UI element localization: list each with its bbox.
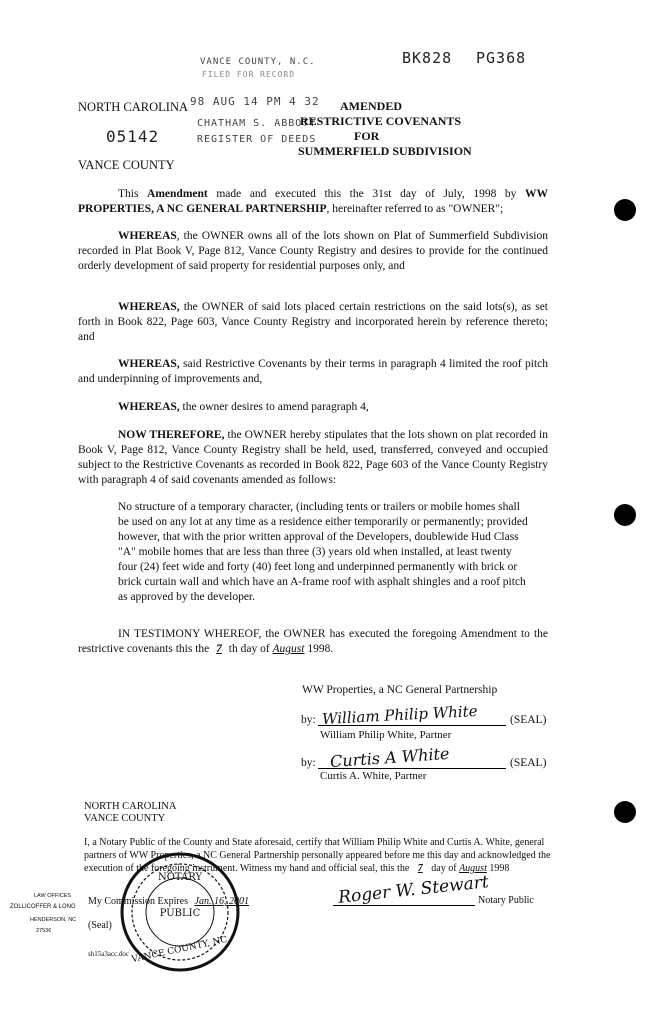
amended-covenant-paragraph	[118, 500, 528, 605]
whereas-4-keyword: WHEREAS,	[118, 401, 180, 413]
title-line4: SUMMERFIELD SUBDIVISION	[298, 144, 472, 158]
notary-public-label: Notary Public	[478, 895, 534, 906]
testimony-text-b: th day of	[225, 643, 273, 655]
notary-seal-graphic	[118, 850, 242, 974]
whereas-paragraph-3	[78, 357, 548, 387]
header-state: NORTH CAROLINA	[78, 100, 189, 114]
amended-covenant-text: No structure of a temporary character, (including tents or trailers or mobile homes shall be used on any lot at any time as a residence either temporarily or permanently; provided however, that with the prior written approval of the Developers, doublewide Hud Class "A" mobile homes that are less than three (3) years old when installed, at least twenty four (24) feet wide and forty (40) feet long and underpinned permanently with brick or brick curtain wall and which have an A-frame roof with asphalt shingles and a roof pitch as approved by the developer.	[118, 501, 528, 603]
whereas-1-keyword: WHEREAS	[118, 230, 177, 242]
seal-text-bottom: VANCE COUNTY, NC	[130, 935, 229, 966]
law-office-line3: HENDERSON, NC	[30, 917, 77, 923]
signer-2-seal: (SEAL)	[510, 757, 547, 769]
whereas-2-keyword: WHEREAS,	[118, 301, 180, 313]
register-name: CHATHAM S. ABBOTT	[197, 118, 317, 129]
register-title: REGISTER OF DEEDS	[197, 134, 317, 145]
notary-day-suffix: day	[431, 863, 446, 874]
filed-datetime: 98 AUG 14 PM 4 32	[190, 95, 320, 108]
law-office-line4: 27536	[36, 928, 52, 934]
commission-date: Jan. 16, 2001	[194, 896, 249, 907]
seal-text-top: NOTARY	[157, 872, 203, 883]
signer-1-name: William Philip White, Partner	[320, 729, 452, 741]
notary-month: August	[459, 863, 487, 874]
file-reference: sh15a3acc.doc	[88, 950, 130, 958]
header-county: VANCE COUNTY	[78, 158, 175, 172]
now-therefore-keyword: NOW THEREFORE,	[118, 429, 225, 441]
law-office-line2: ZOLLICOFFER & LONG	[10, 904, 76, 910]
county-stamp-line2: FILED FOR RECORD	[202, 70, 296, 79]
whereas-paragraph-2	[78, 300, 548, 345]
intro-owner-name: WW PROPERTIES, A NC GENERAL PARTNERSHIP	[78, 188, 549, 215]
intro-amendment: Amendment	[147, 188, 208, 200]
intro-paragraph	[78, 187, 548, 217]
whereas-paragraph-1	[78, 229, 548, 274]
now-therefore-text: the OWNER hereby stipulates that the lots shown on plat recorded in Book V, Page 812, Vance County Registry shall be held, used, transferred, conveyed and occupied subject to the Restrictive Covenants as recorded in Book 822, Page 603 of the Vance County Registry with paragraph 4 of said covenants amended as follows:	[78, 429, 548, 486]
title-line2: RESTRICTIVE COVENANTS	[300, 114, 462, 128]
testimony-day: 7	[216, 643, 222, 655]
notary-day: 7	[417, 863, 423, 874]
title-line3: FOR	[354, 129, 380, 143]
testimony-text-c: 1998.	[304, 643, 334, 655]
punch-hole-middle	[614, 504, 636, 526]
whereas-4-text: the owner desires to amend paragraph 4,	[179, 401, 369, 413]
intro-text-a: This	[118, 188, 148, 200]
signer-1-seal: (SEAL)	[510, 714, 547, 726]
whereas-3-text: said Restrictive Covenants by their terms in paragraph 4 limited the roof pitch and underpinning of improvements and,	[78, 358, 548, 385]
whereas-3-keyword: WHEREAS,	[118, 358, 180, 370]
now-therefore-paragraph	[78, 428, 548, 488]
notary-seal	[118, 850, 242, 974]
testimony-text-a: IN TESTIMONY WHEREOF, the OWNER has executed the foregoing Amendment to the restrictive covenants this the	[78, 628, 548, 655]
commission-label: My Commission Expires	[88, 896, 189, 907]
punch-hole-bottom	[614, 801, 636, 823]
notary-seal-label: (Seal)	[88, 920, 112, 931]
book-number: BK828	[402, 49, 453, 67]
notary-state: NORTH CAROLINA	[84, 801, 177, 812]
seal-text-middle: PUBLIC	[159, 908, 201, 919]
signer-2-name: Curtis A. White, Partner	[320, 770, 427, 782]
notary-of: of	[448, 863, 457, 874]
intro-text-c: made and executed this the 31st day of July, 1998 by	[207, 188, 526, 200]
law-office-line1: LAW OFFICES	[34, 893, 72, 899]
signer-1-by-label: by:	[301, 714, 316, 726]
signer-1-signature: William Philip White	[321, 701, 478, 729]
signer-2-signature: Curtis A White	[329, 743, 450, 772]
signer-2-by-label: by:	[301, 757, 316, 769]
testimony-month: August	[272, 643, 305, 655]
intro-text-e: , hereinafter referred to as "OWNER";	[326, 203, 504, 215]
whereas-paragraph-4	[78, 400, 548, 415]
whereas-2-text: the OWNER of said lots placed certain restrictions on the said lots(s), as set forth in Book 822, Page 603, Vance County Registry and incorporated herein by reference thereto; and	[78, 301, 548, 343]
notary-county: VANCE COUNTY	[84, 813, 166, 824]
whereas-1-text: , the OWNER owns all of the lots shown on Plat of Summerfield Subdivision recorded in Plat Book V, Page 812, Vance County Registry and desires to provide for the continued orderly development of said property for residential purposes only, and	[78, 230, 548, 272]
notary-signature: Roger W. Stewart	[337, 872, 490, 908]
entity-name: WW Properties, a NC General Partnership	[302, 684, 498, 696]
notary-text: I, a Notary Public of the County and State aforesaid, certify that William Philip White and Curtis A. White, general partners of WW Properties, a NC General Partnership personally appeared before me this day and acknowledged the execution of the foregoing instrument. Witness my hand and official seal, this the	[84, 837, 551, 874]
testimony-paragraph	[78, 627, 548, 657]
punch-hole-top	[614, 199, 636, 221]
page-number: PG368	[476, 49, 527, 67]
document-number: 05142	[106, 127, 160, 146]
county-stamp-line1: VANCE COUNTY, N.C.	[200, 57, 316, 67]
title-line1: AMENDED	[340, 99, 402, 113]
notary-year: 1998	[489, 863, 510, 874]
